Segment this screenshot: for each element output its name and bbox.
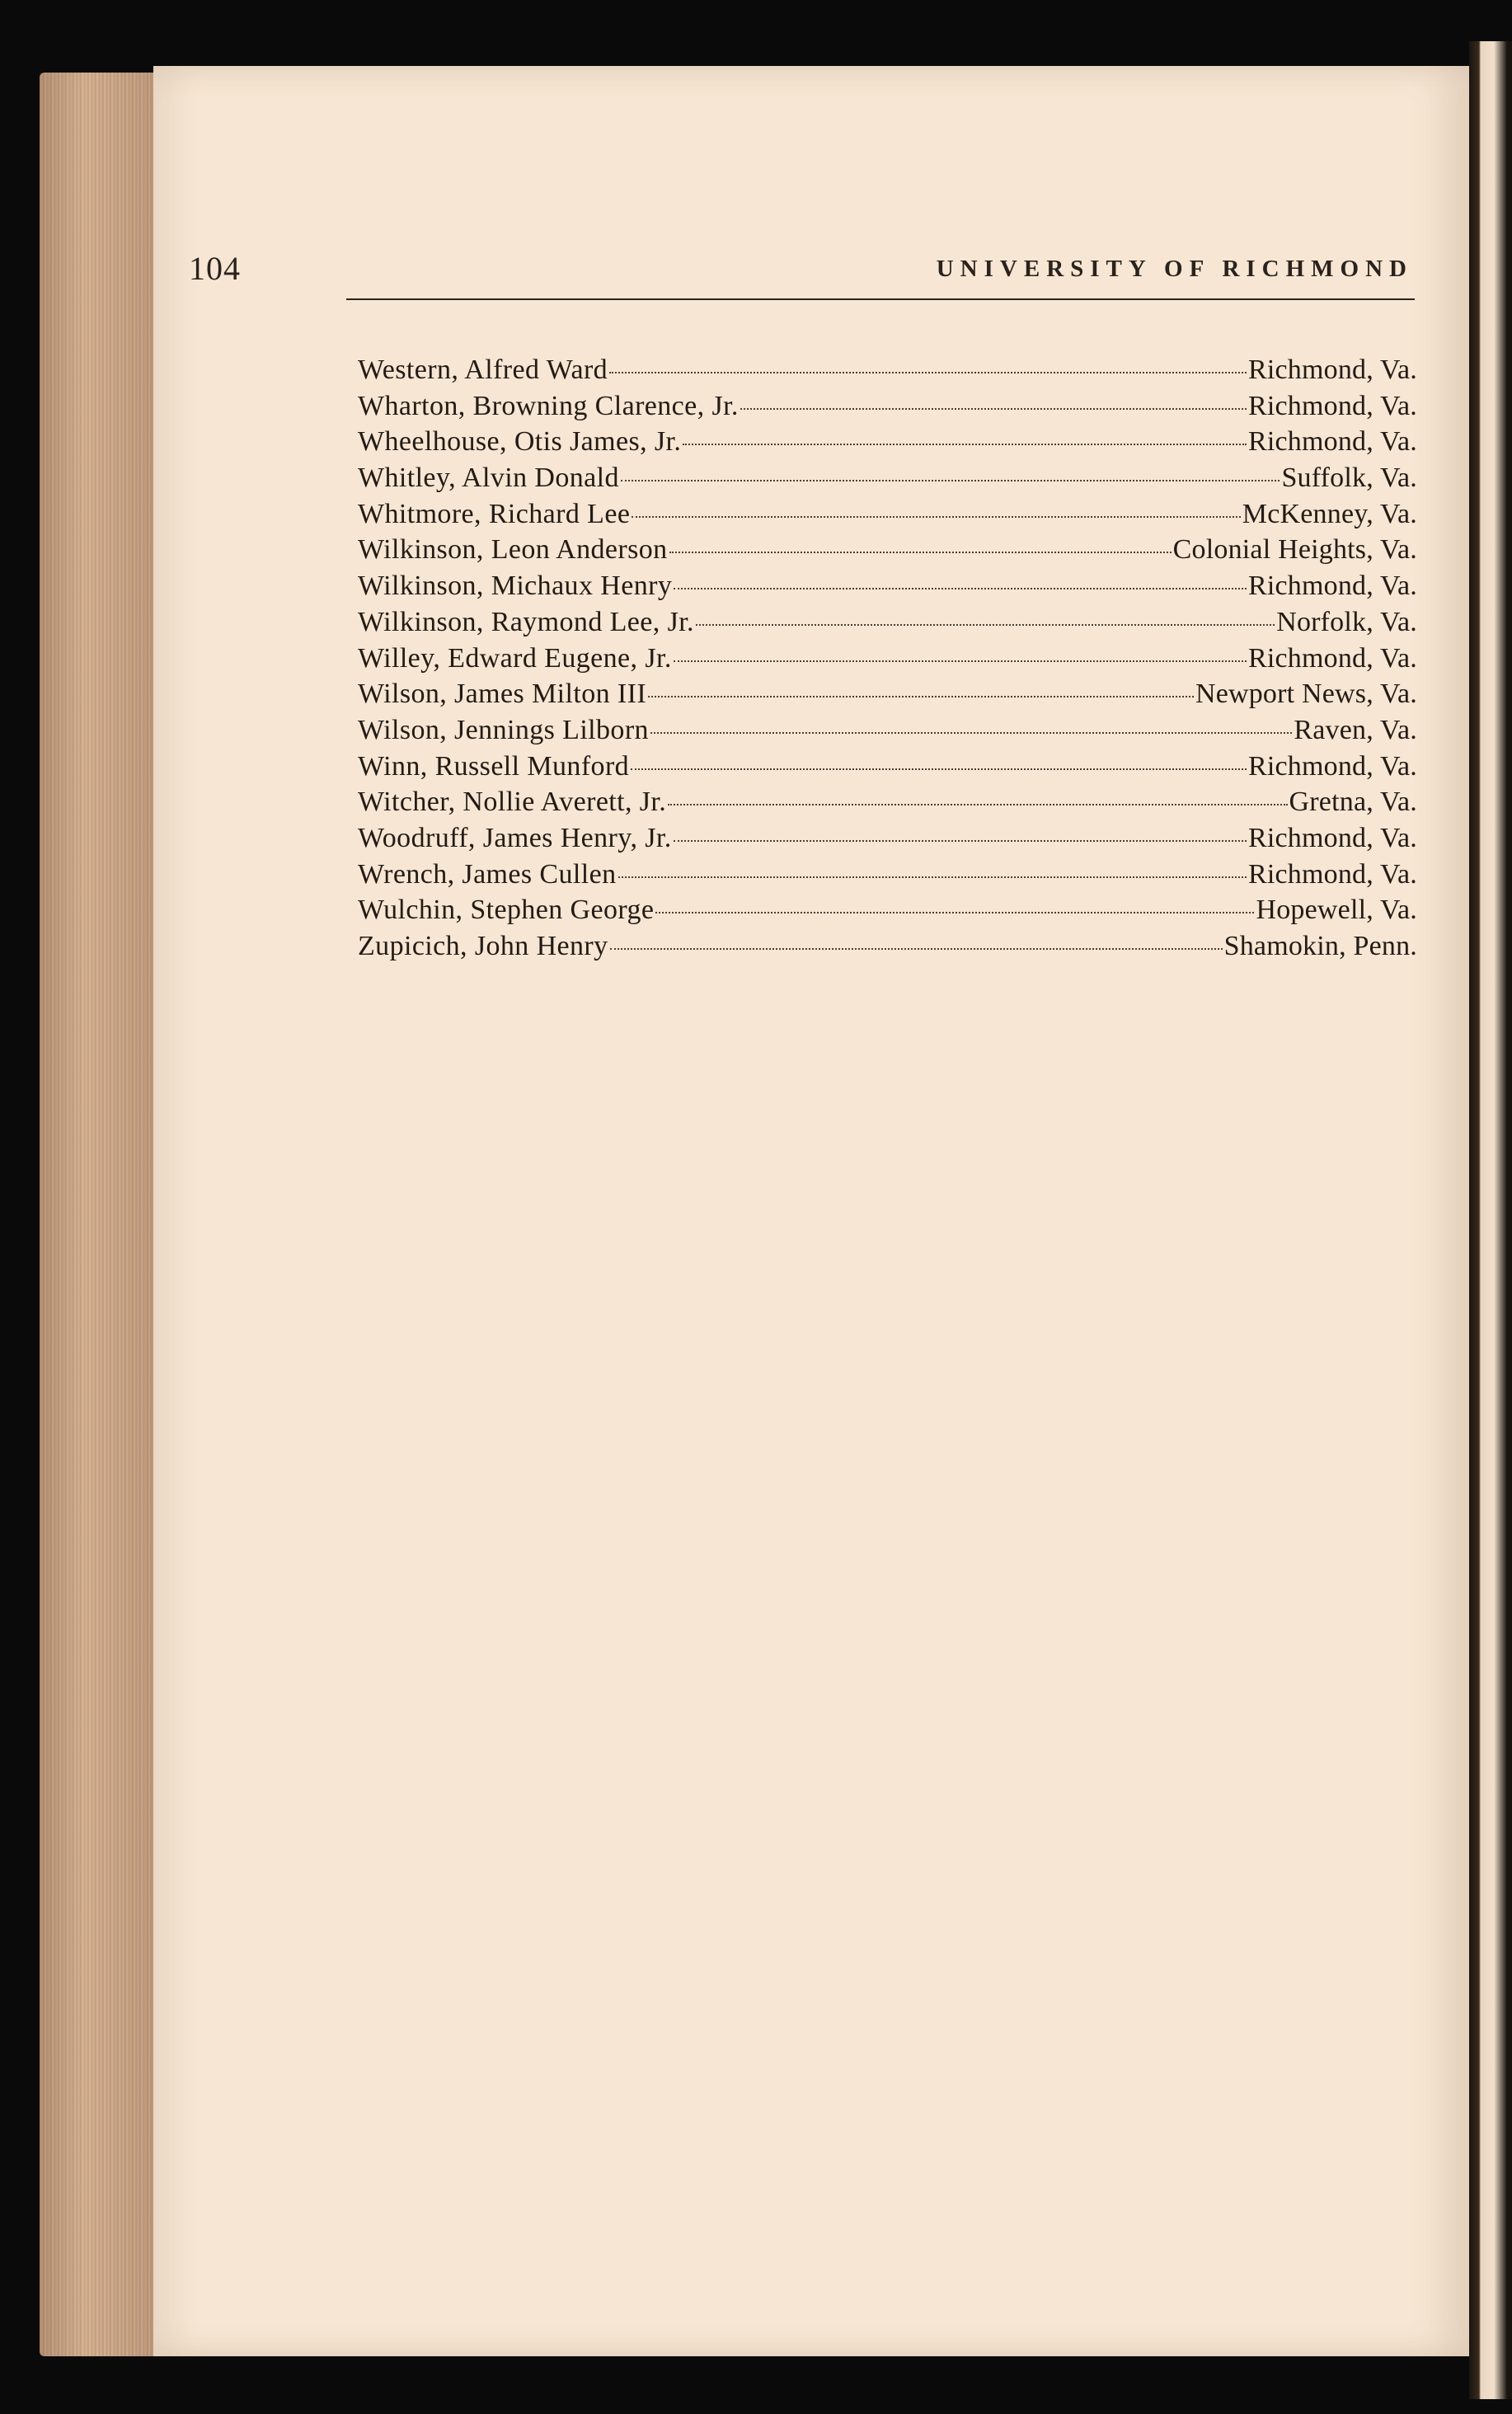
entry-place: Gretna, Va. [1289,787,1417,818]
entry-place: Richmond, Va. [1247,750,1417,782]
entry-place: Richmond, Va. [1247,390,1417,421]
dot-leader [621,480,1280,481]
list-item [358,391,1417,427]
dot-leader [655,912,1254,913]
entry-name: Wilson, James Milton III [358,679,647,710]
dot-leader [669,552,1172,553]
list-item [358,859,1417,895]
entry-name: Zupicich, John Henry [358,931,608,961]
entry-place: Richmond, Va. [1247,822,1417,853]
entry-name: Western, Alfred Ward [358,355,608,385]
dot-leader [696,624,1275,626]
entry-place: Hopewell, Va. [1256,895,1417,926]
list-item [358,571,1417,607]
running-head: UNIVERSITY OF RICHMOND [936,256,1413,282]
dot-leader [631,768,1247,770]
entry-name: Whitley, Alvin Donald [358,463,619,494]
entry-name: Witcher, Nollie Averett, Jr. [358,787,667,818]
list-item [358,426,1417,463]
dot-leader [674,660,1247,662]
dot-leader [650,732,1292,734]
entry-name: Woodruff, James Henry, Jr. [358,822,672,853]
list-item [358,463,1417,499]
entry-place: Richmond, Va. [1247,355,1417,385]
list-item [358,499,1417,535]
entry-place: Suffolk, Va. [1281,463,1417,494]
dot-leader [683,444,1247,445]
header-rule [346,298,1415,300]
student-directory-list [358,355,1417,967]
dot-leader [668,804,1287,805]
entry-place: Raven, Va. [1294,714,1417,745]
list-item [358,355,1417,391]
entry-place: Richmond, Va. [1247,571,1417,602]
dot-leader [674,840,1247,842]
entry-place: Norfolk, Va. [1276,606,1417,637]
dot-leader [740,408,1247,410]
entry-name: Wilkinson, Michaux Henry [358,571,673,602]
list-item [358,715,1417,751]
book-gutter [1469,41,1512,2399]
entry-place: Newport News, Va. [1195,679,1417,710]
dot-leader [618,876,1247,878]
entry-name: Willey, Edward Eugene, Jr. [358,642,672,674]
entry-name: Wilson, Jennings Lilborn [358,714,649,745]
entry-place: Richmond, Va. [1247,426,1417,458]
entry-place: Richmond, Va. [1247,642,1417,674]
dot-leader [648,696,1194,697]
entry-name: Wrench, James Cullen [358,858,617,890]
list-item [358,643,1417,679]
entry-place: Colonial Heights, Va. [1172,534,1417,566]
dot-leader [674,588,1247,589]
entry-name: Wilkinson, Raymond Lee, Jr. [358,606,694,637]
list-item [358,607,1417,643]
list-item [358,751,1417,787]
entry-place: Shamokin, Penn. [1223,931,1417,961]
entry-name: Winn, Russell Munford [358,750,630,782]
list-item [358,931,1417,967]
entry-name: Wilkinson, Leon Anderson [358,534,668,566]
page-number: 104 [189,250,241,287]
entry-place: McKenney, Va. [1242,498,1417,529]
list-item [358,787,1417,823]
entry-name: Wheelhouse, Otis James, Jr. [358,426,682,458]
entry-name: Wulchin, Stephen George [358,895,655,926]
list-item [358,534,1417,571]
list-item [358,823,1417,859]
dot-leader [609,372,1247,373]
entry-name: Wharton, Browning Clarence, Jr. [358,390,739,421]
list-item [358,895,1417,931]
page-edges-shading [40,73,155,2356]
entry-place: Richmond, Va. [1247,858,1417,890]
entry-name: Whitmore, Richard Lee [358,498,631,529]
list-item [358,679,1417,715]
dot-leader [632,516,1240,518]
dot-leader [610,948,1223,950]
